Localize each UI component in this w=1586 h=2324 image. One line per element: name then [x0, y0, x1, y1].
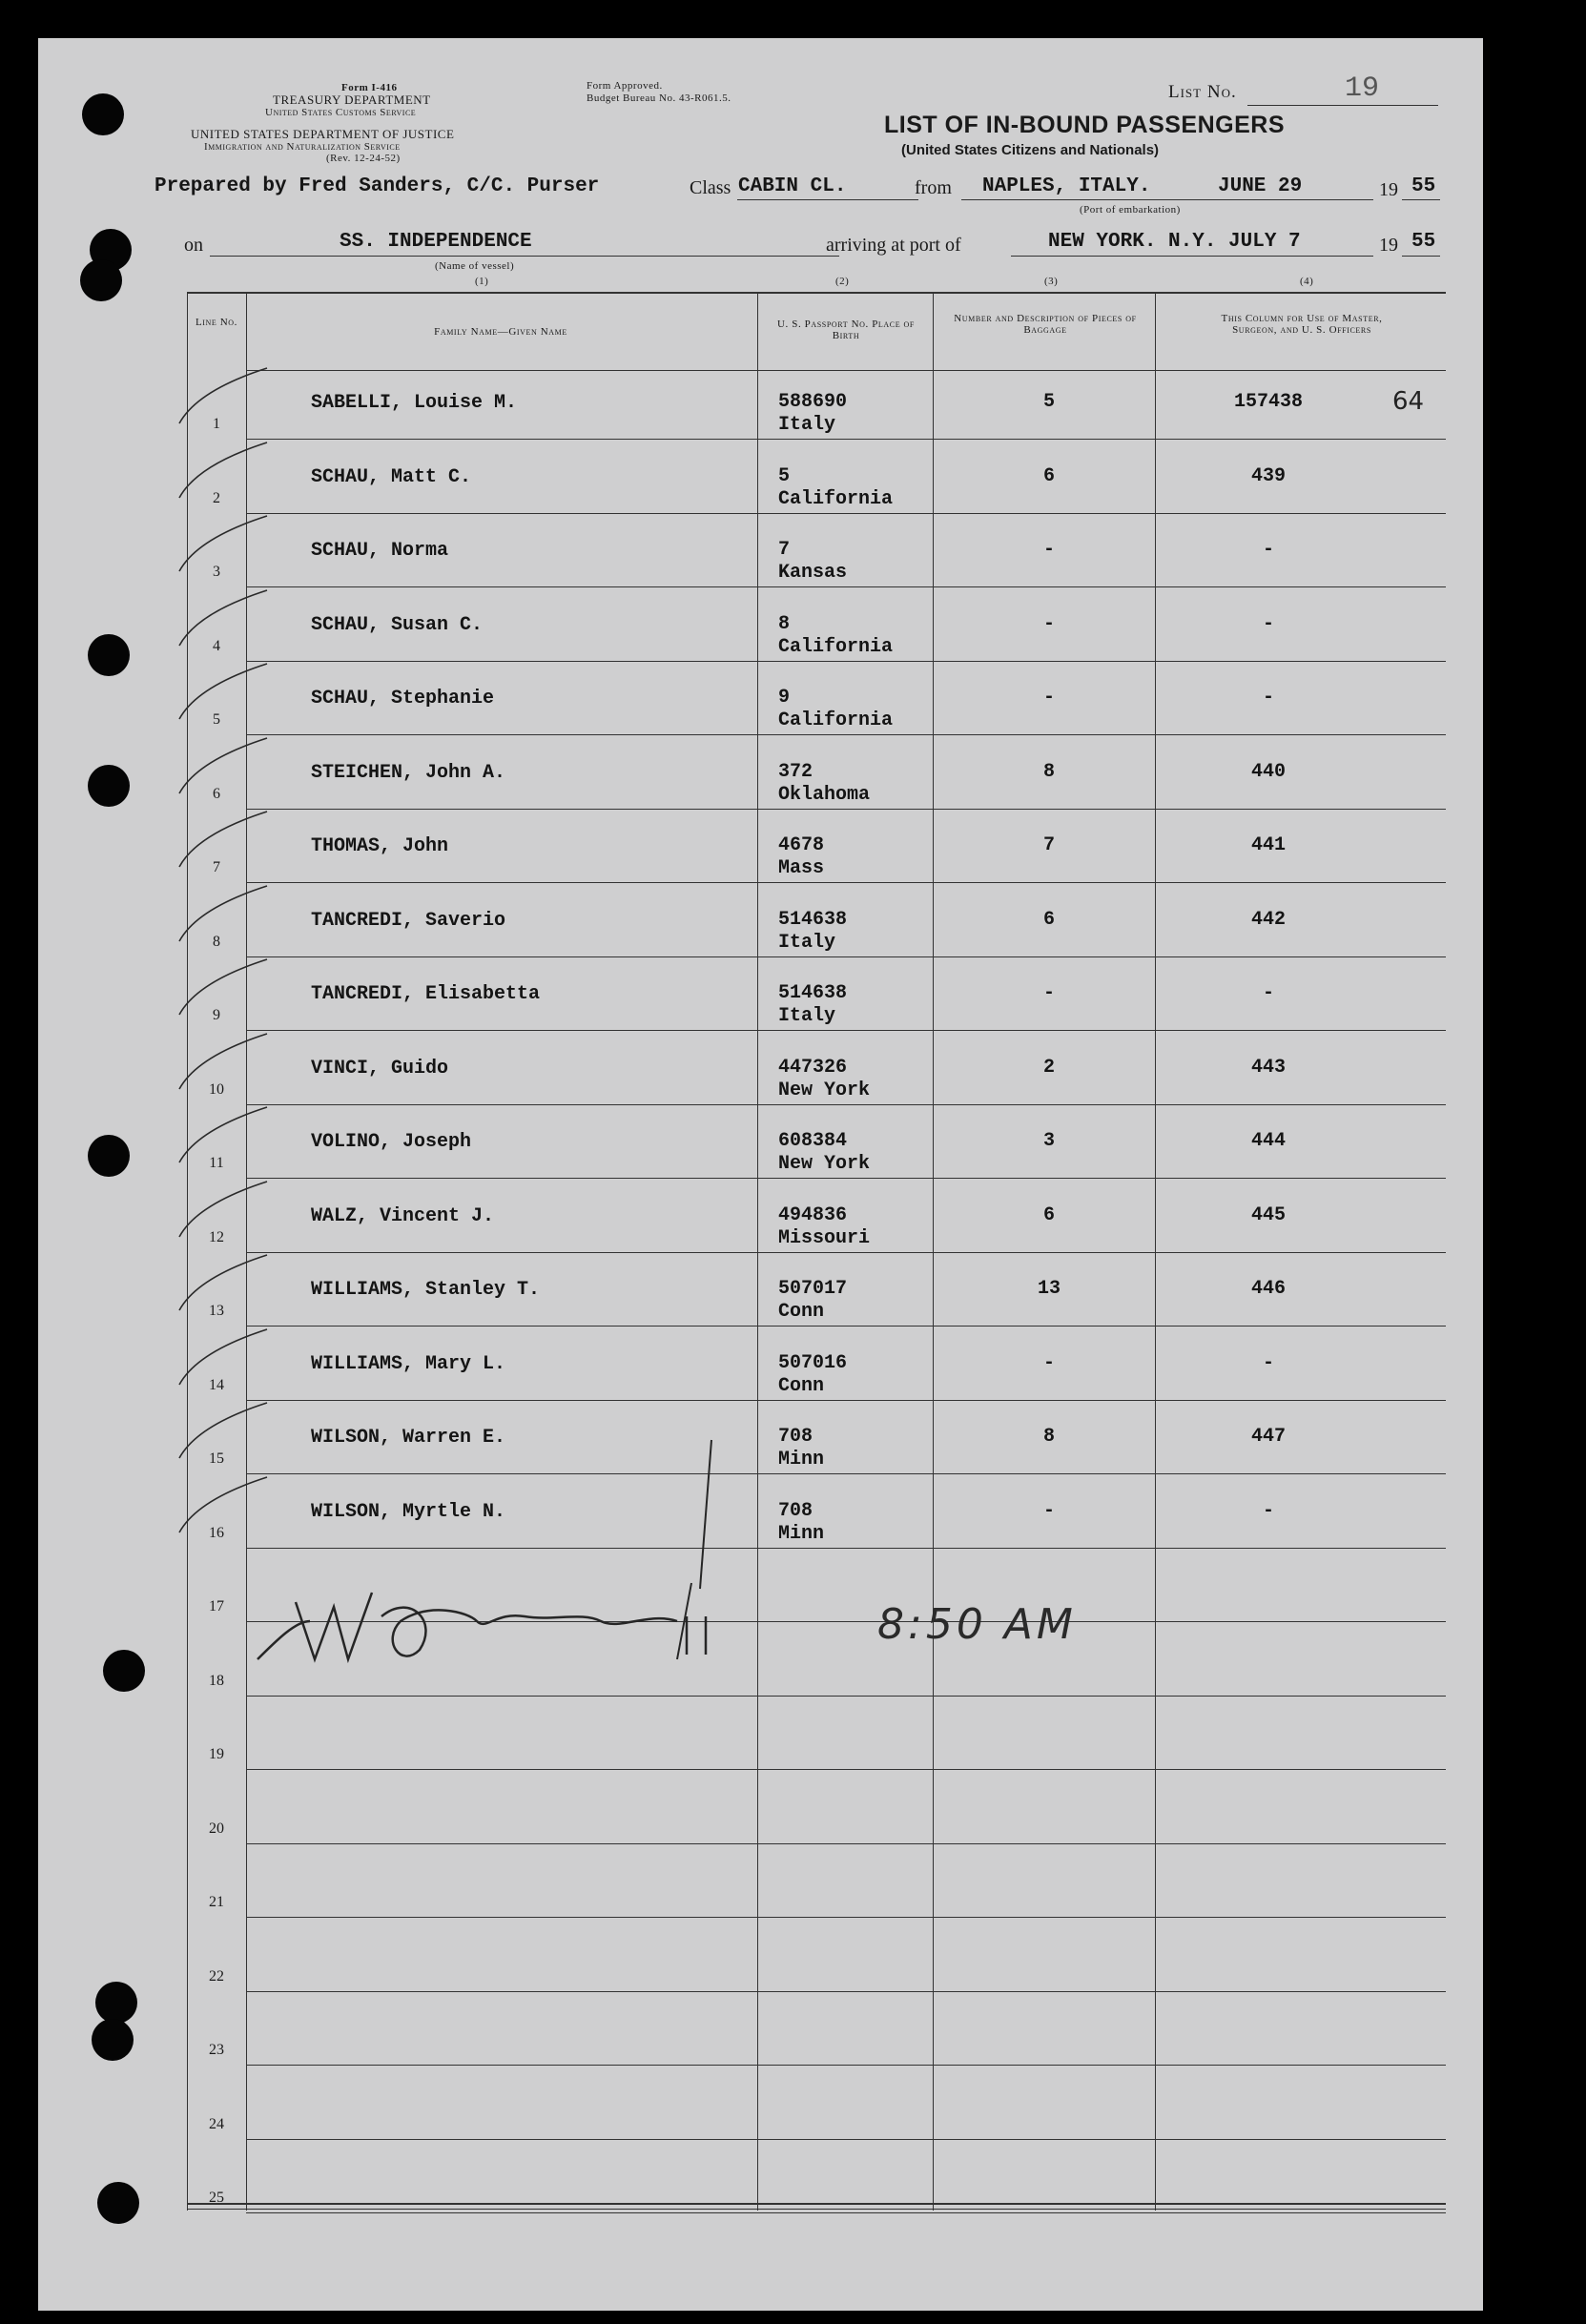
page-title: LIST OF IN-BOUND PASSENGERS — [884, 112, 1286, 138]
row-passport: 708 — [778, 1499, 814, 1522]
row-line-number: 24 — [209, 2115, 224, 2132]
arrival-underline — [1011, 256, 1373, 257]
row-rule — [246, 586, 1446, 587]
dept-ins: Immigration and Naturalization Service — [204, 141, 401, 153]
row-passport: 507017 — [778, 1278, 848, 1300]
row-passport: 8 — [778, 612, 791, 635]
row-officer: - — [1262, 1351, 1274, 1374]
row-birthplace: Italy — [778, 414, 836, 436]
row-rule — [246, 1326, 1446, 1327]
check-tick-mark — [172, 956, 286, 1022]
punch-hole — [95, 1982, 137, 2024]
row-line-number: 25 — [209, 2190, 224, 2206]
vessel-underline — [210, 256, 839, 257]
row-line-number: 4 — [213, 637, 220, 654]
row-birthplace: Oklahoma — [778, 783, 871, 806]
punch-hole — [88, 1135, 130, 1177]
row-officer: - — [1262, 539, 1274, 561]
form-number: Form I-416 — [341, 82, 398, 93]
arriving-label: arriving at port of — [826, 235, 961, 256]
form-approved: Form Approved. — [587, 80, 663, 92]
check-tick-mark — [172, 734, 286, 801]
row-birthplace: Conn — [778, 1301, 825, 1323]
row-line-number: 8 — [213, 933, 220, 950]
row-line-number: 20 — [209, 1820, 224, 1837]
row-line-number: 16 — [209, 1524, 224, 1541]
row-line-number: 7 — [213, 859, 220, 875]
class-underline — [737, 199, 918, 200]
row-baggage: - — [1042, 687, 1055, 709]
list-no-underline — [1247, 105, 1438, 106]
check-tick-mark — [172, 1178, 286, 1244]
row-line-number: 15 — [209, 1450, 224, 1467]
row-name: SCHAU, Susan C. — [311, 613, 484, 636]
header-line-no: Line No. — [195, 317, 238, 328]
check-tick-mark — [172, 1473, 286, 1540]
row-officer: - — [1262, 612, 1274, 635]
row-line-number: 13 — [209, 1303, 224, 1319]
row-name: VINCI, Guido — [311, 1057, 449, 1080]
row-birthplace: California — [778, 710, 894, 731]
punch-hole — [88, 765, 130, 807]
row-baggage: 8 — [1042, 760, 1055, 783]
check-tick-mark — [172, 808, 286, 874]
form-revision: (Rev. 12-24-52) — [326, 153, 401, 164]
row-name: WILSON, Myrtle N. — [311, 1500, 506, 1523]
check-tick-mark — [172, 364, 286, 431]
page-subtitle: (United States Citizens and Nationals) — [901, 142, 1160, 158]
row-baggage: 5 — [1042, 391, 1055, 413]
row-rule — [246, 2139, 1446, 2140]
row-rule — [246, 513, 1446, 514]
row-baggage: 6 — [1042, 908, 1055, 931]
row-rule — [246, 809, 1446, 810]
row-name: TANCREDI, Elisabetta — [311, 983, 541, 1005]
check-tick-mark — [172, 1399, 286, 1466]
row-line-number: 11 — [209, 1155, 224, 1171]
row-line-number: 1 — [213, 416, 220, 432]
row-line-number: 23 — [209, 2042, 224, 2058]
row-birthplace: California — [778, 487, 894, 510]
row-baggage: - — [1042, 539, 1055, 561]
row-rule — [246, 1030, 1446, 1031]
row-name: WILLIAMS, Mary L. — [311, 1352, 506, 1375]
row-baggage: - — [1042, 1351, 1055, 1374]
row-baggage: 6 — [1042, 464, 1055, 487]
row-officer: 439 — [1250, 464, 1286, 487]
row-birthplace: California — [778, 635, 894, 658]
row-officer: - — [1262, 1499, 1274, 1522]
row-name: STEICHEN, John A. — [311, 761, 506, 784]
row-birthplace: New York — [778, 1153, 871, 1175]
dept-customs: United States Customs Service — [265, 107, 417, 118]
row-note: 64 — [1392, 387, 1425, 416]
row-officer: - — [1262, 982, 1274, 1004]
header-passport: U. S. Passport No. Place of Birth — [777, 319, 915, 341]
check-tick-mark — [172, 586, 286, 653]
header-name: Family Name—Given Name — [434, 326, 567, 338]
check-tick-mark — [172, 1030, 286, 1097]
header-officers: This Column for Use of Master, Surgeon, and U. S. Officers — [1221, 313, 1383, 336]
row-line-number: 12 — [209, 1228, 224, 1245]
row-line-number: 3 — [213, 564, 220, 580]
row-name: WILLIAMS, Stanley T. — [311, 1279, 541, 1301]
col-num-4: (4) — [1300, 276, 1314, 287]
list-no-label: List No. — [1168, 82, 1237, 102]
row-passport: 494836 — [778, 1203, 848, 1226]
row-officer: 446 — [1250, 1278, 1286, 1300]
row-baggage: - — [1042, 612, 1055, 635]
col-num-2: (2) — [835, 276, 850, 287]
check-tick-mark — [172, 660, 286, 727]
check-tick-mark — [172, 1251, 286, 1318]
row-officer: 447 — [1250, 1426, 1286, 1448]
row-line-number: 19 — [209, 1746, 224, 1762]
row-line-number: 22 — [209, 1967, 224, 1985]
row-birthplace: Conn — [778, 1374, 825, 1397]
vertical-pen-stroke — [696, 1438, 715, 1591]
row-rule — [246, 2065, 1446, 2066]
arrival-value: NEW YORK. N.Y. JULY 7 — [1048, 231, 1301, 253]
row-passport: 514638 — [778, 982, 848, 1004]
punch-hole — [103, 1650, 145, 1692]
row-officer: 444 — [1250, 1130, 1286, 1152]
row-rule — [246, 1178, 1446, 1179]
row-officer: 441 — [1250, 834, 1286, 856]
row-name: SCHAU, Stephanie — [311, 688, 495, 710]
class-value: CABIN CL. — [738, 175, 847, 197]
row-name: SABELLI, Louise M. — [311, 392, 518, 414]
row-officer: 445 — [1250, 1203, 1286, 1226]
punch-hole — [80, 259, 122, 301]
check-tick-mark — [172, 439, 286, 505]
year-value: 55 — [1411, 175, 1436, 197]
row-officer: - — [1262, 687, 1274, 709]
row-passport: 7 — [778, 539, 791, 561]
on-label: on — [184, 235, 203, 256]
row-passport: 507016 — [778, 1351, 848, 1374]
arrival-year-prefix: 19 — [1379, 235, 1398, 256]
check-tick-mark — [172, 1326, 286, 1392]
row-rule — [246, 1473, 1446, 1474]
row-name: TANCREDI, Saverio — [311, 909, 506, 932]
row-rule — [246, 661, 1446, 662]
row-rule — [246, 1548, 1446, 1549]
row-line-number: 2 — [213, 489, 220, 506]
from-label: from — [915, 177, 952, 198]
row-passport: 9 — [778, 687, 791, 709]
year-prefix: 19 — [1379, 179, 1398, 200]
row-rule — [246, 1769, 1446, 1770]
row-rule — [246, 1252, 1446, 1253]
row-rule — [246, 734, 1446, 735]
row-line-number: 17 — [209, 1598, 224, 1614]
check-tick-mark — [172, 512, 286, 579]
header-baggage: Number and Description of Pieces of Baggage — [954, 313, 1137, 336]
row-passport: 4678 — [778, 834, 825, 856]
budget-bureau: Budget Bureau No. 43-R061.5. — [587, 93, 731, 104]
row-name: WALZ, Vincent J. — [311, 1204, 495, 1227]
table-bottom-border — [187, 2203, 1446, 2205]
row-name: SCHAU, Matt C. — [311, 465, 472, 488]
row-passport: 372 — [778, 760, 814, 783]
row-name: THOMAS, John — [311, 835, 449, 857]
vessel-name: SS. INDEPENDENCE — [340, 231, 532, 253]
row-baggage: 2 — [1042, 1056, 1055, 1079]
row-birthplace: Missouri — [778, 1226, 871, 1249]
row-line-number: 14 — [209, 1376, 224, 1393]
row-passport: 708 — [778, 1426, 814, 1448]
table-top-border — [187, 292, 1446, 294]
vessel-note: (Name of vessel) — [435, 260, 515, 272]
row-baggage: 8 — [1042, 1426, 1055, 1448]
row-officer: 157438 — [1233, 391, 1303, 413]
from-value: NAPLES, ITALY. — [982, 175, 1151, 197]
departure-date: JUNE 29 — [1218, 175, 1303, 197]
row-baggage: - — [1042, 982, 1055, 1004]
row-passport: 588690 — [778, 391, 848, 413]
row-line-number: 10 — [209, 1080, 224, 1098]
list-number: 19 — [1345, 72, 1380, 105]
row-birthplace: Kansas — [778, 562, 848, 584]
row-rule — [246, 1400, 1446, 1401]
table-bottom-border — [187, 2209, 1446, 2210]
row-baggage: - — [1042, 1499, 1055, 1522]
row-birthplace: Italy — [778, 931, 836, 954]
punch-hole — [82, 93, 124, 135]
col-num-1: (1) — [475, 276, 489, 287]
row-rule — [246, 1696, 1446, 1697]
row-name: VOLINO, Joseph — [311, 1131, 472, 1153]
row-rule — [246, 956, 1446, 957]
row-birthplace: Mass — [778, 857, 825, 879]
row-rule — [246, 439, 1446, 440]
row-rule — [246, 882, 1446, 883]
row-baggage: 7 — [1042, 834, 1055, 856]
port-embark-note: (Port of embarkation) — [1080, 204, 1181, 216]
row-rule — [246, 2212, 1446, 2213]
punch-hole — [97, 2182, 139, 2224]
row-officer: 440 — [1250, 760, 1286, 783]
punch-hole — [92, 2019, 134, 2061]
row-rule — [246, 1104, 1446, 1105]
row-birthplace: New York — [778, 1079, 871, 1101]
dept-justice: UNITED STATES DEPARTMENT OF JUSTICE — [191, 127, 455, 141]
row-rule — [246, 1843, 1446, 1844]
row-passport: 5 — [778, 464, 791, 487]
row-baggage: 3 — [1042, 1130, 1055, 1152]
dept-treasury: TREASURY DEPARTMENT — [273, 93, 431, 107]
year-underline — [1402, 199, 1440, 200]
row-line-number: 6 — [213, 785, 220, 802]
row-rule — [246, 1991, 1446, 1992]
arrival-year-underline — [1402, 256, 1440, 257]
row-line-number: 18 — [209, 1672, 224, 1689]
row-line-number: 5 — [213, 711, 220, 728]
from-underline — [961, 199, 1373, 200]
class-label: Class — [690, 177, 731, 198]
punch-hole — [88, 634, 130, 676]
row-passport: 514638 — [778, 908, 848, 931]
row-baggage: 13 — [1037, 1278, 1061, 1300]
row-passport: 447326 — [778, 1056, 848, 1079]
row-officer: 443 — [1250, 1056, 1286, 1079]
arrival-year: 55 — [1411, 231, 1436, 253]
check-tick-mark — [172, 1103, 286, 1170]
row-officer: 442 — [1250, 908, 1286, 931]
row-passport: 608384 — [778, 1130, 848, 1152]
row-birthplace: Italy — [778, 1005, 836, 1027]
row-line-number: 9 — [213, 1007, 220, 1023]
row-birthplace: Minn — [778, 1522, 825, 1545]
signature-time: 8:50 AM — [877, 1600, 1077, 1649]
row-baggage: 6 — [1042, 1203, 1055, 1226]
row-line-number: 21 — [209, 1894, 224, 1910]
col-num-3: (3) — [1044, 276, 1059, 287]
check-tick-mark — [172, 882, 286, 949]
signature-mark — [238, 1564, 906, 1688]
row-name: WILSON, Warren E. — [311, 1427, 506, 1449]
prepared-by: Prepared by Fred Sanders, C/C. Purser — [154, 175, 600, 197]
table-header-bottom — [246, 370, 1446, 371]
row-name: SCHAU, Norma — [311, 540, 449, 562]
row-birthplace: Minn — [778, 1449, 825, 1470]
manifest-sheet — [38, 38, 1483, 2311]
row-rule — [246, 1917, 1446, 1918]
